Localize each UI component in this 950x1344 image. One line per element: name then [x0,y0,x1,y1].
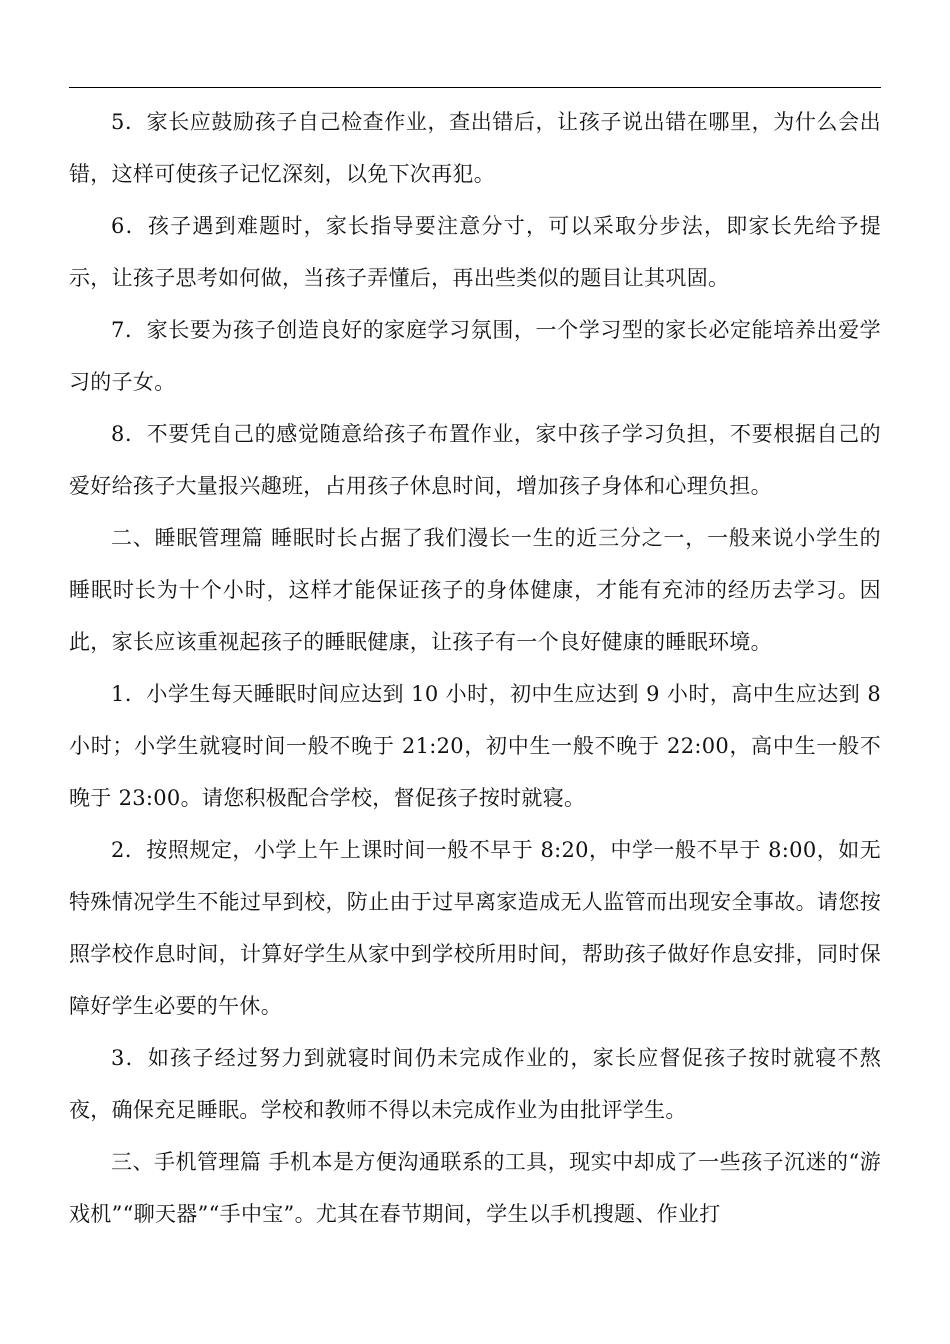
header-rule [69,87,881,88]
sleep-item-2: 2．按照规定，小学上午上课时间一般不早于 8:20，中学一般不早于 8:00，如无特殊情况学生不能过早到校，防止由于过早离家造成无人监管而出现安全事故。请您按照学校作息时间，计算好学生从家中到学校所用时间，帮助孩子做好作息安排，同时保障好学生必要的午休。 [69,838,881,1018]
paragraph-item-5: 5．家长应鼓励孩子自己检查作业，查出错后，让孩子说出错在哪里，为什么会出错，这样可使孩子记忆深刻，以免下次再犯。 [69,110,881,186]
paragraph-item-8: 8．不要凭自己的感觉随意给孩子布置作业，家中孩子学习负担，不要根据自己的爱好给孩子大量报兴趣班，占用孩子休息时间，增加孩子身体和心理负担。 [69,422,881,498]
paragraph-item-6: 6．孩子遇到难题时，家长指导要注意分寸，可以采取分步法，即家长先给予提示，让孩子思考如何做，当孩子弄懂后，再出些类似的题目让其巩固。 [69,214,881,290]
document-body [69,96,881,1240]
sleep-item-1: 1．小学生每天睡眠时间应达到 10 小时，初中生应达到 9 小时，高中生应达到 8 小时；小学生就寝时间一般不晚于 21:20，初中生一般不晚于 22:00，高中生一般不晚于 23:00。请您积极配合学校，督促孩子按时就寝。 [69,682,881,810]
section-sleep-management: 二、睡眠管理篇 睡眠时长占据了我们漫长一生的近三分之一，一般来说小学生的睡眠时长为十个小时，这样才能保证孩子的身体健康，才能有充沛的经历去学习。因此，家长应该重视起孩子的睡眠健康，让孩子有一个良好健康的睡眠环境。 [69,526,881,654]
section-phone-management: 三、手机管理篇 手机本是方便沟通联系的工具，现实中却成了一些孩子沉迷的“游戏机”“聊天器”“手中宝”。尤其在春节期间，学生以手机搜题、作业打 [69,1150,881,1226]
paragraph-item-7: 7．家长要为孩子创造良好的家庭学习氛围，一个学习型的家长必定能培养出爱学习的子女。 [69,318,881,394]
sleep-item-3: 3．如孩子经过努力到就寝时间仍未完成作业的，家长应督促孩子按时就寝不熬夜，确保充足睡眠。学校和教师不得以未完成作业为由批评学生。 [69,1046,881,1122]
